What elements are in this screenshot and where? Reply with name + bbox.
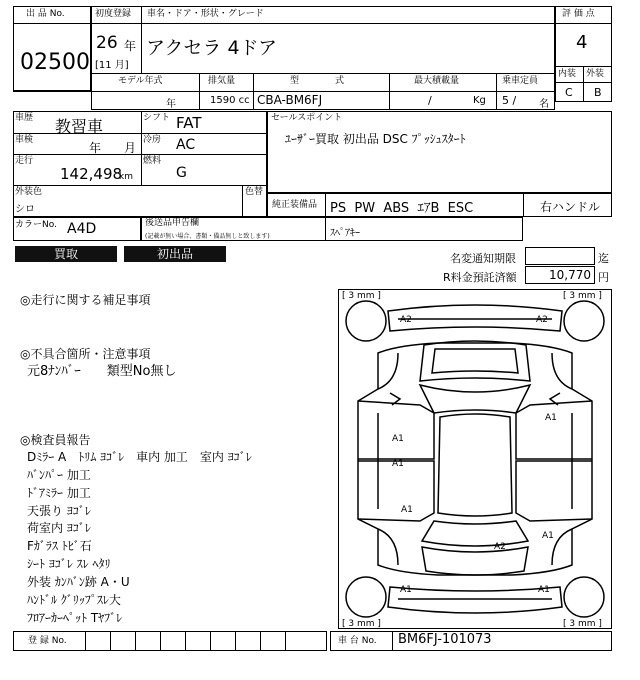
name-change-unit: 迄 [598,252,609,265]
max-load-label: 最大積載量 [414,76,460,86]
tire-rear-left [346,577,386,617]
model-year-label: モデル年式 [118,76,163,86]
inspector-line: ﾌﾛｱｰｶｰﾍﾟｯﾄ Tﾔﾌﾞﾚ [27,611,123,625]
reg-no-label: 登 録 No. [28,636,67,646]
mileage-unit: km [119,172,133,182]
damage-mark: A2 [400,315,412,325]
inspector-line: ﾄﾞｱﾐﾗｰ 加工 [27,486,91,500]
inspector-line: ｼｰﾄ ﾖｺﾞﾚ ｽﾚ ﾍﾀﾘ [27,557,111,571]
first-reg-month: [11 月] [95,60,129,71]
interior-label: 内装 [558,69,577,79]
equipment-label: 純正装備品 [272,200,318,210]
mileage: 142,498 [60,165,123,183]
damage-mark: A2 [536,315,548,325]
displacement: 1590 cc [210,95,250,106]
mileage-label: 走行 [15,156,34,166]
chassis-number: BM6FJ-101073 [398,632,492,647]
equipment-item: ABS [383,201,410,216]
tag-first-listing: 初出品 [124,246,226,262]
damage-mark: A2 [494,542,506,552]
inspection-month-unit: 月 [124,141,137,155]
damage-mark: A1 [401,505,413,515]
interior-score: C [565,86,573,99]
inspector-line: ﾊﾞﾝﾊﾟｰ 加工 [27,468,91,482]
tire-depth-label: [ 3 mm ] [342,291,381,301]
color-no-label: カラーNo. [15,220,57,230]
first-reg-label: 初度登録 [95,9,132,19]
lot-number: 02500 [20,50,90,75]
car-name: アクセラ 4ドア [146,37,277,59]
specs-box [13,111,267,217]
lot-no-label: 出 品 No. [26,9,65,19]
sales-point-label: セールスポイント [271,113,343,123]
car-damage-diagram [338,289,612,629]
tire-front-right [564,301,604,341]
equipment-list [330,197,473,216]
tire-depth-label: [ 3 mm ] [563,619,602,629]
capacity-label: 乗車定員 [502,76,539,86]
inspector-line: Fｶﾞﾗｽ ﾄﾋﾞ石 [27,539,92,553]
steering-side: 右ハンドル [540,200,601,214]
history-label: 車歴 [15,113,34,123]
ac-label: 冷房 [143,135,162,145]
equipment-item: ｴｱB [417,201,440,216]
tire-front-left [346,301,386,341]
tire-rear-right [564,577,604,617]
sales-point: ﾕｰｻﾞｰ買取 初出品 DSC ﾌﾟｯｼｭｽﾀｰﾄ [285,132,466,146]
defect-line: 元8ﾅﾝﾊﾞｰ 類型No無し [27,364,177,379]
declaration-note: (記載が無い場合、書類・備品無しと致します) [145,233,270,240]
recycle-value: 10,770 [549,268,591,282]
score-label: 評 価 点 [562,9,595,19]
first-reg-year: 26 [96,33,118,53]
inspection-label: 車検 [15,135,34,145]
inspector-report-title: ◎検査員報告 [20,433,91,447]
inspector-line: Dﾐﾗｰ A ﾄﾘﾑ ﾖｺﾞﾚ 車内 加工 室内 ﾖｺﾞﾚ [27,450,252,464]
car-name-label: 車名・ドア・形状・グレード [147,9,264,19]
tire-depth-label: [ 3 mm ] [563,291,602,301]
recycle-label: R料金預託済額 [443,271,517,284]
name-change-label: 名変通知期限 [450,252,516,265]
tire-depth-label: [ 3 mm ] [342,619,381,629]
damage-mark: A1 [400,585,412,595]
color-change-label: 色替 [245,187,264,197]
inspector-line: 荷室内 ﾖｺﾞﾚ [27,521,91,535]
inspector-line: ﾊﾝﾄﾞﾙ ｸﾞﾘｯﾌﾟｽﾚ大 [27,593,121,607]
model-year-unit: 年 [166,99,176,110]
declaration-value: ｽﾍﾟｱｷｰ [330,228,360,239]
vehicle-type: CBA-BM6FJ [257,93,323,107]
damage-mark: A1 [545,413,557,423]
name-change-value [525,247,595,265]
exterior-color: シロ [15,204,35,215]
equipment-item: PW [354,201,376,216]
declaration-label: 後送品申告欄 [145,218,200,228]
equipment-item: PS [330,201,347,216]
fuel: G [176,165,187,181]
recycle-unit: 円 [598,271,609,284]
exterior-label: 外装 [586,69,605,79]
type-label: 型 式 [290,76,345,86]
ac: AC [176,137,196,153]
inspector-line: 天張り ﾖｺﾞﾚ [27,504,91,518]
capacity-unit: 名 [539,99,549,110]
history: 教習車 [55,117,104,136]
damage-mark: A1 [542,531,554,541]
inspector-line: 外装 ｶﾝﾊﾞﾝ跡 A・U [27,575,130,589]
equipment-item: ESC [447,201,474,216]
inspection-year-unit: 年 [89,141,102,155]
max-load-unit: Kg [473,95,486,106]
damage-mark: A1 [538,585,550,595]
exterior-color-label: 外装色 [15,187,43,197]
damage-mark: A1 [392,459,404,469]
fuel-label: 燃料 [143,156,162,166]
max-load: / [428,94,432,107]
exterior-score: B [594,86,602,99]
color-no: A4D [67,221,97,237]
year-unit: 年 [124,39,137,53]
defect-notes-title: ◎不具合箇所・注意事項 [20,347,151,361]
chassis-no-label: 車 台 No. [338,636,377,646]
tag-buyback: 買取 [15,246,117,262]
damage-mark: A1 [392,434,404,444]
overall-score: 4 [576,32,588,53]
displacement-label: 排気量 [208,76,236,86]
capacity: 5 / [502,94,517,107]
shift: FAT [176,114,202,132]
driving-notes-title: ◎走行に関する補足事項 [20,293,151,307]
shift-label: シフト [143,113,171,123]
